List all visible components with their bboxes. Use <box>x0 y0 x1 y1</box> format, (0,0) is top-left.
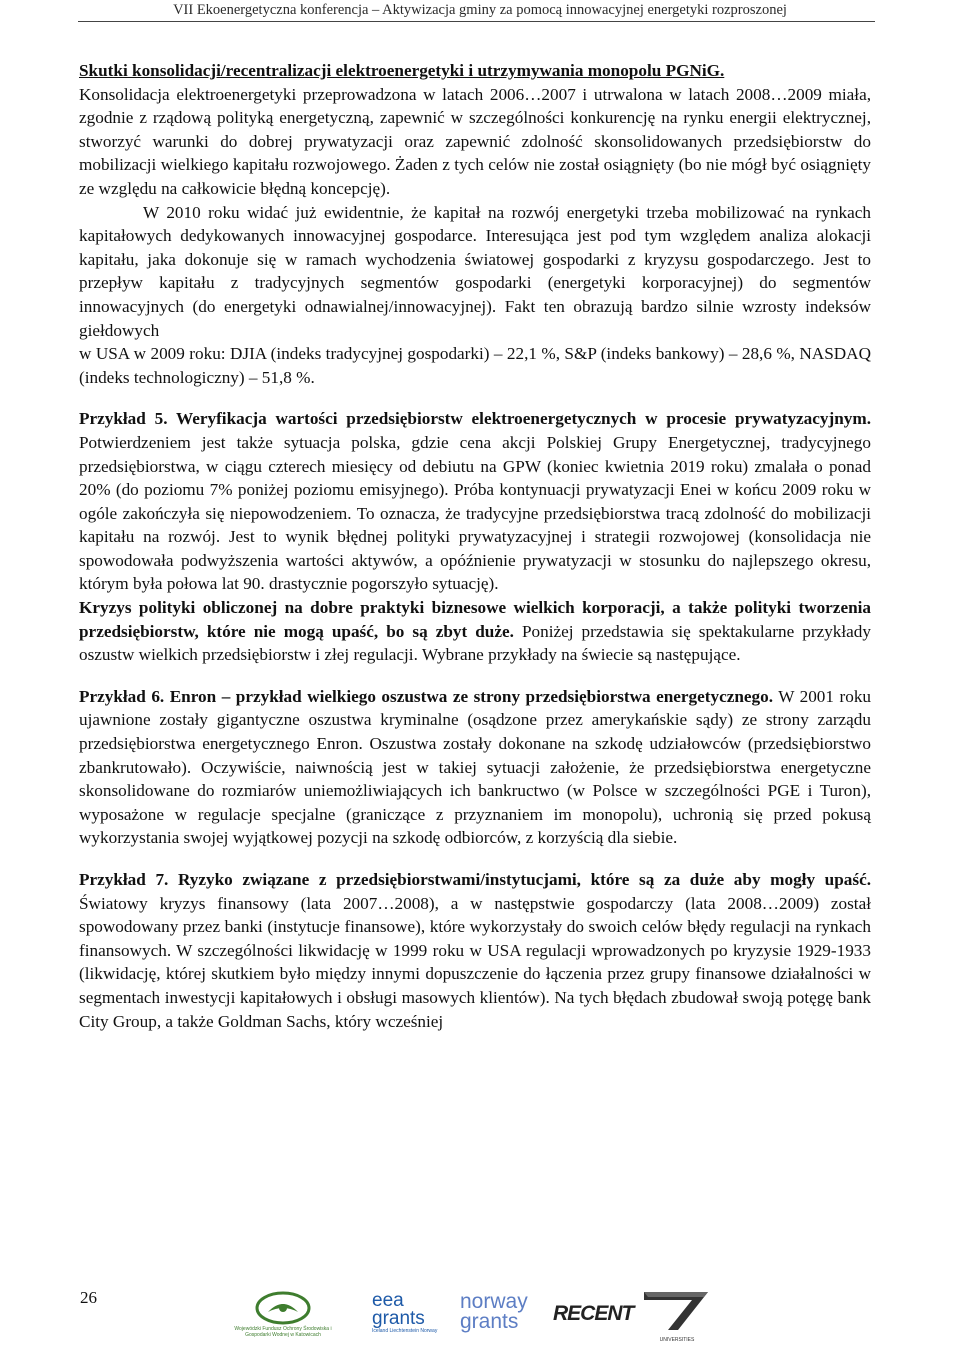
fp7-seven-icon <box>638 1288 716 1332</box>
eea-grants-text: grants <box>372 1308 425 1329</box>
paragraph-1: Konsolidacja elektroenergetyki przeprowadzona w latach 2006…2007 i utrwalona w latach 2008…2009 miała, zgodnie z rządową polityką energetyczną, zapewnić w szczególności konkurencję na rynku energii elektrycznej, stworzyć warunki do dobrej prywatyzacji oraz zapewnić zdolność skonsolidowanych przedsiębiorstw do mobilizacji wielkiego kapitału rozwojowego. Żaden z tych celów nie został osiągnięty (bo nie mógł być osiągnięty ze względu na całkowicie błędną koncepcję). <box>79 84 871 198</box>
wfos-name: Wojewódzki Fundusz Ochrony Środowiska i Gospodarki Wodnej w Katowicach <box>234 1326 332 1338</box>
crisis-text: Poniżej przedstawia się spektakularne przykłady oszustw wielkich przedsiębiorstw i złej regulacji. Wybrane przykłady na świecie są następujące. <box>79 621 871 665</box>
page-number: 26 <box>80 1288 97 1307</box>
paragraph-3: w USA w 2009 roku: DJIA (indeks tradycyjnej gospodarki) – 22,1 %, S&P (indeks bankowy) – 28,6 %, NASDAQ (indeks technologiczny) – 51,8 %. <box>79 344 871 387</box>
fp7-label: UNIVERSITIES <box>659 1337 695 1343</box>
example-6-text: W 2001 roku ujawnione zostały gigantyczne oszustwa kryminalne (osądzone przez amerykańskie sądy) ze strony zarządu przedsiębiorstwa energetycznego Enron. Oszustwa zostały dokonane na szkodę udziałowców (przedsiębiorstwo zbankrutowało). Oczywiście, naiwnością jest w takiej sytuacji założenie, że przedsiębiorstwa energetyczne skonsolidowane do rozmiarów uniemożliwiających ich bankructwo (w Polsce w szczególności PGE i Turon), wyposażone w regulacje specjalne (graniczące z przyznaniem im monopolu), uchronią się przed pokusą wykorzystania swojej wyjątkowej pozycji na szkodę odbiorców, z korzyścią dla siebie. <box>79 686 872 848</box>
norway-text: norway <box>460 1290 528 1313</box>
recent-text: RECENT <box>553 1302 634 1325</box>
norway-grants-text: grants <box>460 1310 519 1333</box>
eea-text: eea <box>372 1290 404 1311</box>
recent-logo <box>553 1302 634 1332</box>
example-5-title: Przykład 5. Weryfikacja wartości przedsiębiorstw elektroenergetycznych w procesie prywatyzacyjnym. <box>79 409 871 429</box>
example-7-title: Przykład 7. Ryzyko związane z przedsiębiorstwami/instytucjami, które są za duże aby mogły upaść. <box>79 870 871 889</box>
example-7-text: Światowy kryzys finansowy (lata 2007…2008), a w następstwie gospodarczy (lata 2008…2009) został spowodowany przez banki (instytucje finansowe), które wykorzystały do swoich celów błędy regulacji na rynkach finansowych. W szczególności likwidację w 1999 roku w USA regulacji wprowadzonych po kryzysie 1929-1933 (likwidację, której skutkiem było między innymi dopuszczenie do łączenia przez grupy finansowe działalności w segmentach inwestycji kapitałowych i obsługi masowych klientów). Na tych błędach zbudował swoją potęgę bank City Group, a także Goldman Sachs, który wcześniej <box>79 893 871 1031</box>
fp7-logo <box>638 1288 716 1342</box>
eea-grants-logo <box>372 1292 442 1340</box>
running-header: VII Ekoenergetyczna konferencja – Aktywizacja gminy za pomocą innowacyjnej energetyki rozproszonej <box>173 2 787 18</box>
example-5 <box>79 407 871 596</box>
example-7 <box>79 868 871 1033</box>
norway-grants-logo <box>460 1292 540 1338</box>
example-6-title: Przykład 6. Enron – przykład wielkiego oszustwa ze strony przedsiębiorstwa energetycznego. <box>79 686 774 706</box>
paragraph-2: W 2010 roku widać już ewidentnie, że kapitał na rozwój energetyki trzeba mobilizować na rynkach kapitałowych dedykowanych innowacyjnej gospodarce. Interesująca jest pod tym względem analiza alokacji kapitału, jaka dokonuje się w ramach wychodzenia światowej gospodarki z kryzysu gospodarczego. Jest to przepływ kapitału z tradycyjnych segmentów gospodarki (energetyki korporacyjnej) do segmentów innowacyjnych (do energetyki odnawialnej/innowacyjnej). Fakt ten obrazują bardzo silnie wzrosty indeksów giełdowych <box>79 202 871 340</box>
section-title: Skutki konsolidacji/recentralizacji elektroenergetyki i utrzymywania monopolu PGNiG. <box>79 61 725 80</box>
example-6 <box>79 685 871 850</box>
sponsor-logos <box>0 1288 960 1342</box>
document-body <box>79 59 871 1033</box>
crisis-paragraph <box>79 596 871 667</box>
wfos-logo <box>228 1290 338 1340</box>
crisis-bold: Kryzys polityki obliczonej na dobre praktyki biznesowe wielkich korporacji, a także polityki tworzenia przedsiębiorstw, które nie mogą upaść, bo są zbyt duże. <box>79 598 871 641</box>
header-rule <box>78 21 875 22</box>
example-5-text: Potwierdzeniem jest także sytuacja polska, gdzie cena akcji Polskiej Grupy Energetycznej, tradycyjnego przedsiębiorstwa, w ciągu czterech miesięcy od debiutu na GPW (koniec kwietnia 2019 roku) zmalała o ponad 20% (do poziomu 7% poniżej poziomu emisyjnego). Próba kontynuacji prywatyzacji Enei w końcu 2009 roku w ogóle zakończyła się niepowodzeniem. To oznacza, że tradycyjne przedsiębiorstwa tracą zdolność do mobilizacji kapitału na rozwój. Jest to wynik błędnej polityki prywatyzacyjnej i strategii rozwojowej (konsolidacja nie spowodowała podwyższenia wartości aktywów, a opóźnienie prywatyzacji w stosunku do najlepszego okresu, którym była połowa lat 90. drastycznie pogorszyło sytuację). <box>79 432 871 594</box>
eea-subtitle: Iceland Liechtenstein Norway <box>372 1328 438 1334</box>
